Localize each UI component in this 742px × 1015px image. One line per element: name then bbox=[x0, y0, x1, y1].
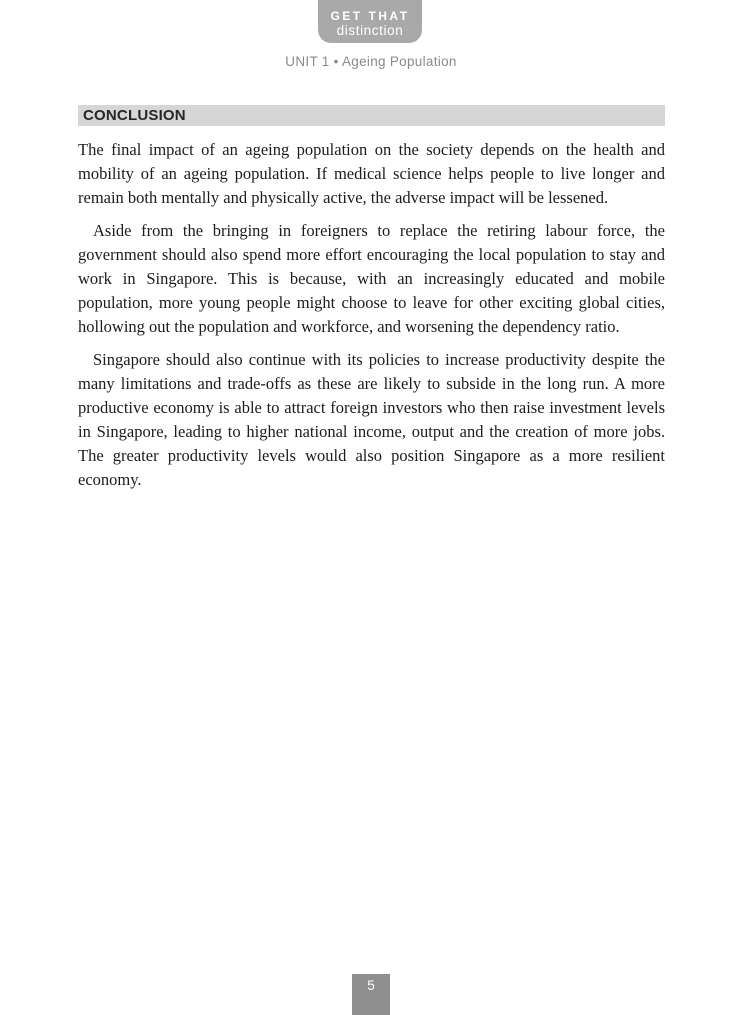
logo-subtitle-text: distinction bbox=[336, 23, 404, 39]
logo-title-text: GET THAT bbox=[330, 9, 410, 24]
paragraph: Aside from the bringing in foreigners to replace the retiring labour force, the government should also spend more effort encouraging the local population to stay and work in Singapore. This is because, with an increasingly educated and mobile population, more young people might choose to leave for other exciting global cities, hollowing out the population and workforce, and worsening the dependency ratio. bbox=[78, 221, 665, 336]
page-number-box bbox=[352, 974, 390, 1015]
publisher-logo bbox=[318, 0, 422, 43]
paragraph: The final impact of an ageing population on the society depends on the health and mobility of an ageing population. If medical science helps people to live longer and remain both mentally and physically active, the adverse impact will be lessened. bbox=[78, 140, 665, 207]
unit-header: UNIT 1 • Ageing Population bbox=[285, 54, 457, 69]
page-content bbox=[78, 105, 665, 492]
section-title-conclusion: CONCLUSION bbox=[78, 105, 665, 126]
page-number: 5 bbox=[367, 978, 375, 993]
paragraph: Singapore should also continue with its policies to increase productivity despite the many limitations and trade-offs as these are likely to subside in the long run. A more productive economy is able to attract foreign investors who then raise investment levels in Singapore, leading to higher national income, output and the creation of more jobs. The greater productivity levels would also position Singapore as a more resilient economy. bbox=[78, 350, 665, 489]
body-text bbox=[78, 138, 665, 492]
